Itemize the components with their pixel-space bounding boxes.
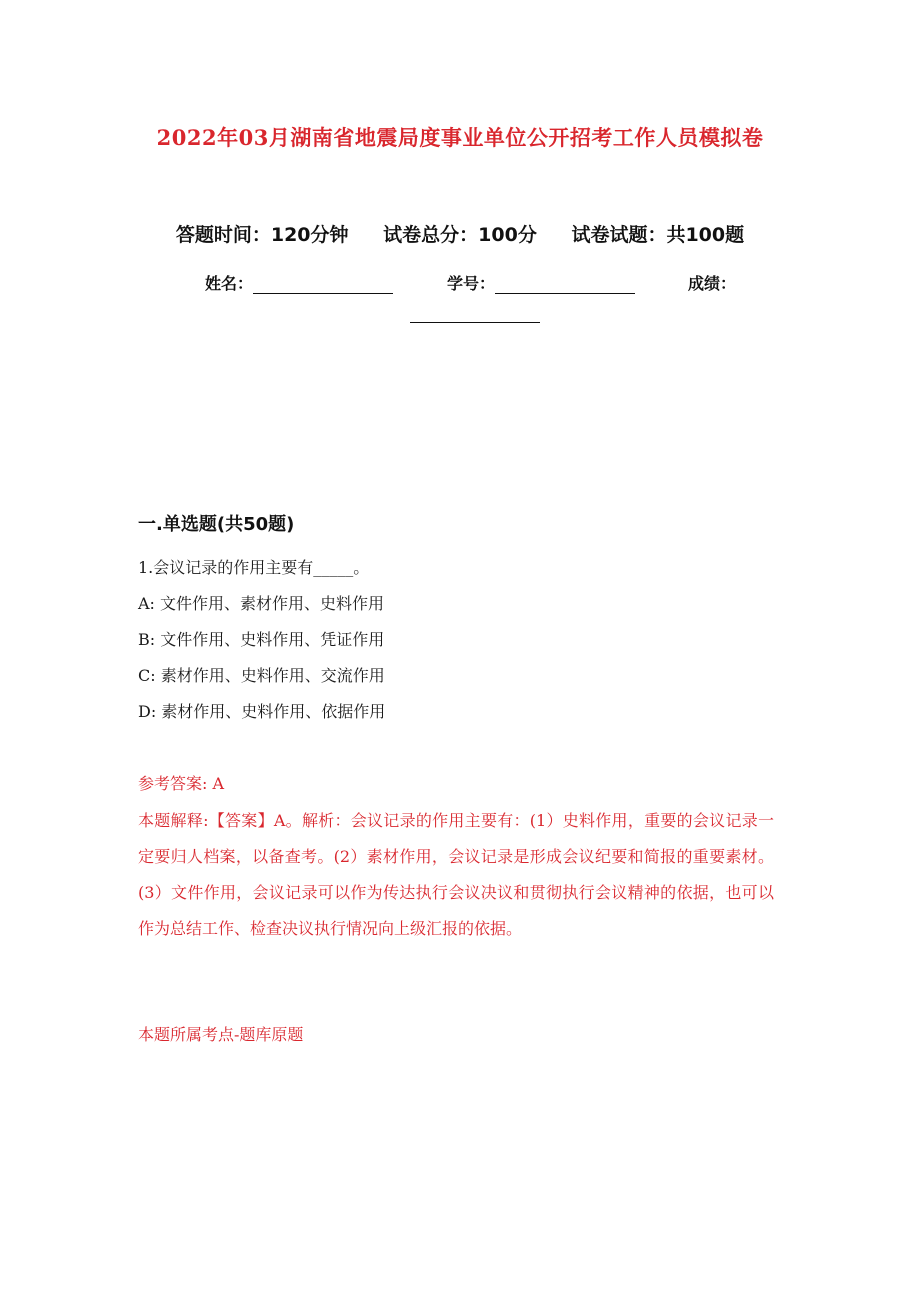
question-stem: 1.会议记录的作用主要有_____。 bbox=[138, 558, 370, 577]
reference-answer: 参考答案: A bbox=[138, 774, 225, 793]
name-label: 姓名： bbox=[205, 274, 254, 293]
id-blank bbox=[495, 277, 635, 294]
score-label: 成绩： bbox=[688, 274, 737, 293]
answer-explanation: 本题解释:【答案】A。解析：会议记录的作用主要有：(1）史料作用，重要的会议记录一定要归人档案，以备查考。(2）素材作用，会议记录是形成会议纪要和简报的重要素材。(3）文件作用，会议记录可以作为传达执行会议决议和贯彻执行会议精神的依据，也可以作为总结工作、检查决议执行情况向上级汇报的依据。 bbox=[138, 811, 774, 938]
option-b: B: 文件作用、史料作用、凭证作用 bbox=[138, 630, 385, 649]
id-field bbox=[447, 271, 635, 294]
id-label: 学号： bbox=[447, 274, 496, 293]
topic-note: 本题所属考点-题库原题 bbox=[138, 1025, 304, 1044]
option-c: C: 素材作用、史料作用、交流作用 bbox=[138, 666, 385, 685]
name-blank bbox=[253, 277, 393, 294]
score-blank bbox=[410, 322, 540, 323]
exam-meta bbox=[0, 220, 920, 247]
option-a: A: 文件作用、素材作用、史料作用 bbox=[138, 594, 385, 613]
option-d: D: 素材作用、史料作用、依据作用 bbox=[138, 702, 386, 721]
section-heading: 一.单选题(共50题) bbox=[138, 514, 295, 535]
exam-question-count: 试卷试题：共100题 bbox=[571, 224, 745, 246]
exam-time: 答题时间：120分钟 bbox=[175, 224, 349, 246]
exam-title: 2022年03月湖南省地震局度事业单位公开招考工作人员模拟卷 bbox=[156, 125, 764, 150]
name-field bbox=[205, 271, 393, 294]
score-field bbox=[688, 271, 736, 294]
exam-total-score: 试卷总分：100分 bbox=[383, 224, 537, 246]
